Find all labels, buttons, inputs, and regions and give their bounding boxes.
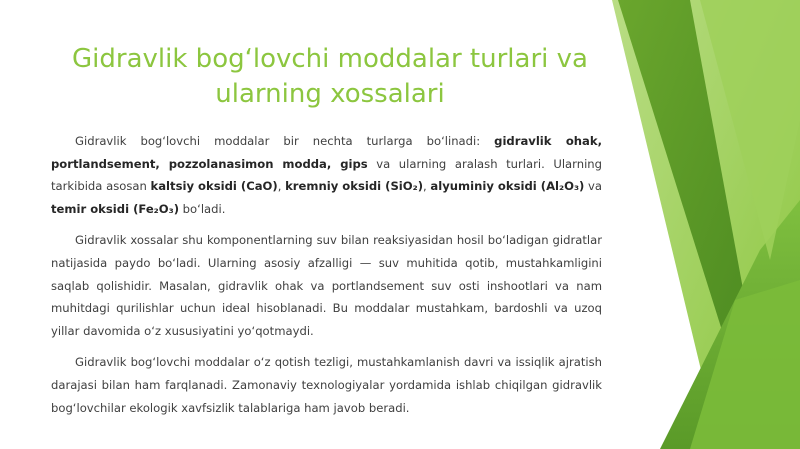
slide-title-line1: Gidravlik bog‘lovchi moddalar turlari va bbox=[72, 44, 588, 74]
paragraph-1-text-1: Gidravlik bog‘lovchi moddalar bir nechta turlarga bo‘linadi: bbox=[75, 134, 495, 148]
paragraph-1-text-3: , bbox=[277, 179, 286, 194]
slide-title-line2: ularning xossalari bbox=[215, 79, 445, 109]
paragraph-3: Gidravlik bog‘lovchi moddalar o‘z qotish tezligi, mustahkamlanish davri va issiqlik ajratish darajasi bilan ham farqlanadi. Zamonaviy texnologiyalar yordamida ishlab chiqilgan gidravlik bog‘lovchilar ekologik xavfsizlik talablariga ham javob beradi. bbox=[51, 355, 602, 415]
paragraph-1-bold-sio2: kremniy oksidi (SiO₂) bbox=[285, 179, 424, 194]
paragraph-1-bold-fe2o3: temir oksidi (Fe₂O₃) bbox=[51, 201, 179, 216]
paragraph-1-text-5: va bbox=[584, 179, 603, 194]
slide-body bbox=[51, 130, 602, 428]
paragraph-1-bold-al2o3: alyuminiy oksidi (Al₂O₃) bbox=[430, 179, 585, 194]
paragraph-1-text-2: va ularning aralash turlari. Ularning tarkibida asosan bbox=[51, 156, 603, 194]
paragraph-1-bold-cao: kaltsiy oksidi (CaO) bbox=[150, 179, 278, 194]
paragraph-1 bbox=[51, 130, 602, 220]
paragraph-2: Gidravlik xossalar shu komponentlarning suv bilan reaksiyasidan hosil bo‘ladigan gidratlar natijasida paydo bo‘ladi. Ularning asosiy afzalligi — suv muhitida qotib, mustahkamligini saqlab qolishidir. Masalan, gidravlik ohak va portlandsement suv osti inshootlari va nam muhitdagi qurilishlar uchun ideal hisoblanadi. Bu moddalar mustahkam, bardoshli va uzoq yillar davomida o‘z xususiyatini yo‘qotmaydi. bbox=[51, 233, 602, 338]
slide-title bbox=[30, 42, 630, 112]
paragraph-1-text-4: , bbox=[423, 179, 431, 194]
paragraph-1-bold-types: gidravlik ohak, portlandsement, pozzolanasimon modda, gips bbox=[51, 134, 602, 171]
paragraph-1-text-6: bo‘ladi. bbox=[179, 201, 226, 216]
